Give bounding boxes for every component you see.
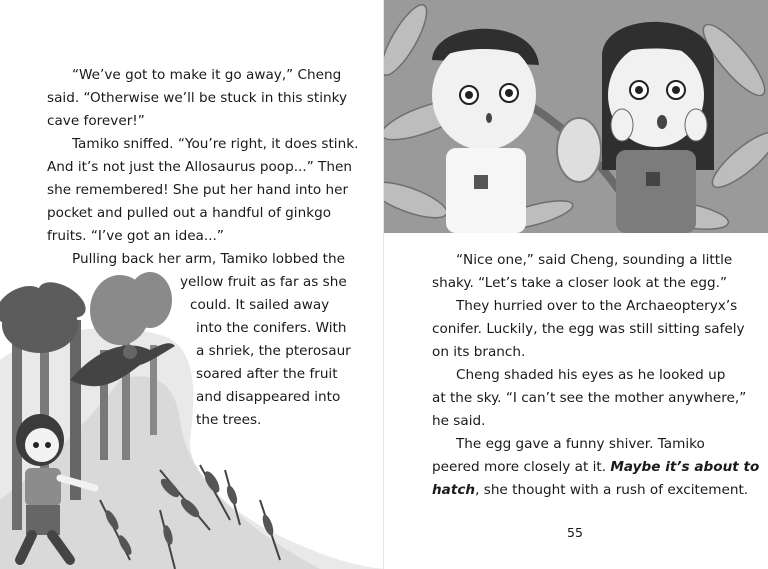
right-page: [384, 0, 768, 569]
emphasis-text: Maybe it’s about to: [610, 459, 760, 475]
text-line: on its branch.: [432, 344, 526, 360]
text-line: and disappeared into: [196, 389, 341, 405]
illustration-children-egg: [384, 0, 768, 233]
text-line: [432, 479, 748, 502]
boy-figure: [432, 29, 539, 233]
text-line: “Nice one,” said Cheng, sounding a little: [456, 252, 733, 268]
text-line: Pulling back her arm, Tamiko lobbed the: [72, 251, 345, 267]
text-line: fruits. “I’ve got an idea...”: [47, 228, 224, 244]
text-line: pocket and pulled out a handful of ginkgo: [47, 205, 332, 221]
text-line: he said.: [432, 413, 486, 429]
text-line: the trees.: [196, 412, 262, 428]
text-line: could. It sailed away: [190, 297, 330, 313]
text-line: at the sky. “I can’t see the mother anywhere,”: [432, 390, 747, 406]
text-line: cave forever!”: [47, 113, 145, 129]
text-line: yellow fruit as far as she: [180, 274, 347, 290]
text-line: into the conifers. With: [196, 320, 347, 336]
text-line: conifer. Luckily, the egg was still sitting safely: [432, 321, 745, 337]
text-line: [432, 456, 759, 479]
text-line: Tamiko sniffed. “You’re right, it does stink.: [72, 136, 359, 152]
text-line: soared after the fruit: [196, 366, 338, 382]
text-line: “We’ve got to make it go away,” Cheng: [72, 67, 342, 83]
text-line: said. “Otherwise we’ll be stuck in this stinky: [47, 90, 348, 106]
text-fragment: peered more closely at it.: [432, 459, 607, 475]
text-fragment: , she thought with a rush of excitement.: [475, 482, 749, 498]
text-line: Cheng shaded his eyes as he looked up: [456, 367, 726, 383]
text-line: shaky. “Let’s take a closer look at the egg.”: [432, 275, 728, 291]
egg: [557, 118, 601, 182]
text-line: They hurried over to the Archaeopteryx’s: [456, 298, 738, 314]
emphasis-text: hatch: [432, 482, 476, 498]
text-line: The egg gave a funny shiver. Tamiko: [456, 436, 705, 452]
text-line: a shriek, the pterosaur: [196, 343, 351, 359]
page-number: 55: [567, 525, 583, 540]
text-line: she remembered! She put her hand into her: [47, 182, 349, 198]
text-line: And it’s not just the Allosaurus poop...” Then: [47, 159, 352, 175]
